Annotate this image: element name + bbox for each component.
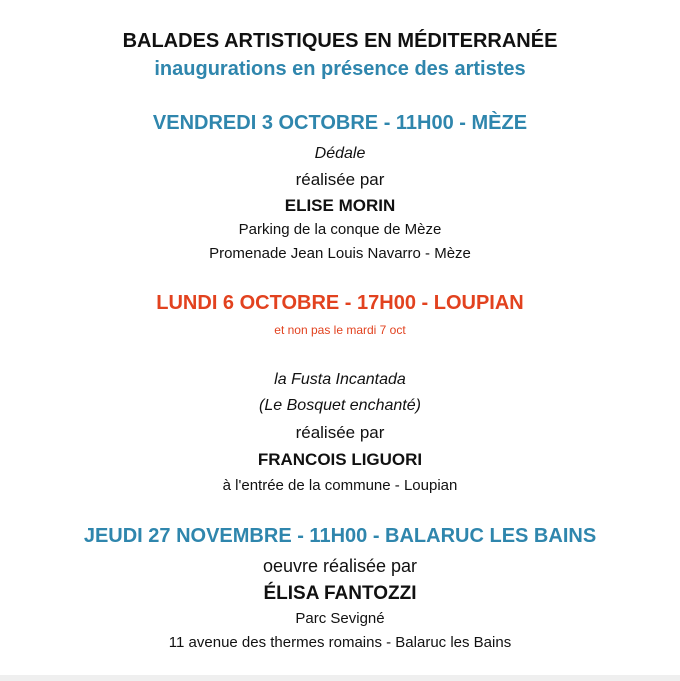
event-artist: ÉLISA FANTOZZI [263, 583, 417, 604]
event-heading-balaruc: JEUDI 27 NOVEMBRE - 11H00 - BALARUC LES BAINS [83, 525, 597, 547]
event-made-by: réalisée par [295, 423, 385, 442]
event-work-title: Dédale [314, 145, 366, 162]
event-made-by: oeuvre réalisée par [262, 556, 418, 576]
event-date-correction-note: et non pas le mardi 7 oct [274, 323, 406, 337]
event-place-line: Parking de la conque de Mèze [238, 221, 442, 238]
event-work-subtitle: (Le Bosquet enchanté) [259, 397, 421, 414]
event-work-title: la Fusta Incantada [274, 371, 406, 388]
event-place-line: à l'entrée de la commune - Loupian [222, 477, 458, 494]
page-title: BALADES ARTISTIQUES EN MÉDITERRANÉE [122, 30, 558, 52]
event-place-line: Parc Sevigné [295, 610, 385, 627]
event-made-by: réalisée par [295, 170, 385, 189]
event-heading-meze: VENDREDI 3 OCTOBRE - 11H00 - MÈZE [152, 112, 528, 134]
event-place-line: Promenade Jean Louis Navarro - Mèze [209, 245, 471, 262]
event-place-line: 11 avenue des thermes romains - Balaruc les Bains [168, 634, 512, 651]
bottom-divider [0, 675, 680, 681]
event-heading-loupian: LUNDI 6 OCTOBRE - 17H00 - LOUPIAN [156, 292, 524, 314]
event-artist: FRANCOIS LIGUORI [257, 450, 423, 469]
page-subtitle: inaugurations en présence des artistes [154, 58, 526, 80]
event-artist: ELISE MORIN [284, 196, 396, 215]
